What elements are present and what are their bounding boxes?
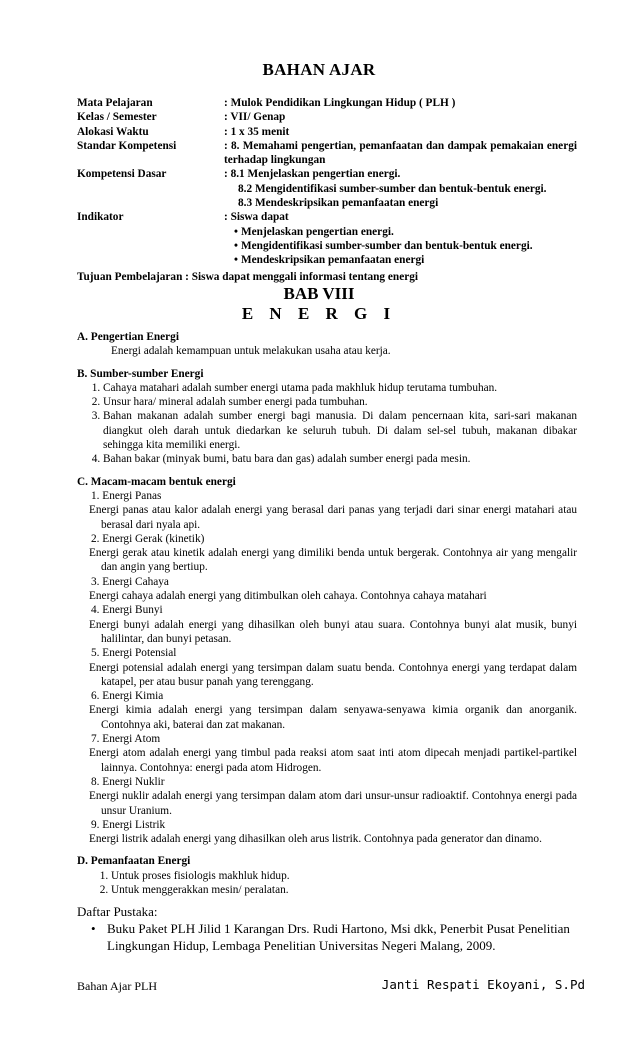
energy-type (77, 575, 577, 604)
meta-value: : 1 x 35 menit (224, 125, 290, 138)
chapter-number: BAB VIII (283, 284, 355, 303)
energy-type (77, 689, 577, 732)
energy-type-title: 8. Energi Nuklir (91, 775, 165, 788)
bibliography-text: Buku Paket PLH Jilid 1 Karangan Drs. Rudi Hartono, Msi dkk, Penerbit Pusat Penelitian Lingkungan Hidup, Lembaga Penelitian Universitas Negeri Malang, 2009. (107, 920, 570, 953)
list-item: 2. Untuk menggerakkan mesin/ peralatan. (111, 883, 577, 897)
energy-type-desc-wrap (77, 789, 577, 818)
meta-row-indikator (77, 210, 577, 267)
chapter-heading (0, 284, 638, 324)
chapter-title: E N E R G I (241, 304, 397, 323)
energy-type-desc-wrap (77, 503, 577, 532)
meta-label: Mata Pelajaran (77, 97, 153, 109)
meta-value (224, 167, 577, 210)
energy-type (77, 603, 577, 646)
energy-type (77, 489, 577, 532)
section-c (77, 475, 577, 847)
list-item: 3. Bahan makanan adalah sumber energi bagi manusia. Di dalam pencernaan kita, sari-sari makanan diangkut oleh darah untuk diedarkan ke seluruh tubuh. Di dalam sel-sel tubuh, makanan dibakar sehingga kita memiliki energi. (103, 409, 577, 452)
meta-label: Standar Kompetensi (77, 139, 177, 152)
bibliography-item (77, 920, 577, 954)
energy-type-title: 7. Energi Atom (91, 733, 161, 746)
meta-label: Indikator (77, 211, 124, 224)
section-text: Energi adalah kemampuan untuk melakukan usaha atau kerja. (111, 345, 391, 358)
energy-type-title: 3. Energi Cahaya (91, 575, 169, 588)
energy-type-desc-wrap (77, 589, 577, 603)
energy-type-title: 9. Energi Listrik (91, 818, 166, 831)
energy-type-desc-wrap (77, 703, 577, 732)
meta-row-sk (77, 139, 577, 168)
meta-label: Kelas / Semester (77, 111, 157, 124)
section-heading: A. Pengertian Energi (77, 331, 179, 343)
list-item: 2. Unsur hara/ mineral adalah sumber energi pada tumbuhan. (103, 395, 577, 409)
energy-type-title: 1. Energi Panas (91, 489, 162, 502)
energy-type-desc-wrap (77, 661, 577, 690)
energy-type-text: Energi gerak atau kinetik adalah energi yang dimiliki benda untuk bergerak. Contohnya air yang mengalir dan angin yang bertiup. (89, 547, 577, 574)
meta-value: : Mulok Pendidikan Lingkungan Hidup ( PLH ) (224, 97, 456, 109)
list-item: 1. Cahaya matahari adalah sumber energi utama pada makhluk hidup terutama tumbuhan. (103, 381, 577, 395)
section-heading: B. Sumber-sumber Energi (77, 367, 204, 380)
page-footer (77, 979, 585, 994)
meta-value (224, 210, 577, 267)
energy-type (77, 532, 577, 575)
meta-label: Kompetensi Dasar (77, 168, 167, 181)
bullet-icon: • (91, 920, 96, 936)
energy-type-text: Energi atom adalah energi yang timbul pada reaksi atom saat inti atom dipecah menjadi partikel-partikel lainnya. Contohnya: energi pada atom Hidrogen. (89, 747, 577, 774)
energy-type-text: Energi listrik adalah energi yang dihasilkan oleh arus listrik. Contohnya pada generator dan dinamo. (89, 833, 542, 846)
energy-type-desc-wrap (77, 832, 577, 846)
indikator-head: : Siswa dapat (224, 211, 289, 224)
section-a (77, 330, 577, 359)
sources-list (77, 381, 577, 467)
lesson-metadata (77, 96, 577, 284)
section-b (77, 367, 577, 467)
energy-type-title: 5. Energi Potensial (91, 647, 177, 660)
kd-item: : 8.1 Menjelaskan pengertian energi. (224, 168, 401, 181)
energy-type (77, 818, 577, 847)
energy-type (77, 732, 577, 775)
section-d (77, 854, 577, 897)
document-title: BAHAN AJAR (262, 60, 376, 79)
energy-type-text: Energi bunyi adalah energi yang dihasilkan oleh bunyi atau suara. Contohnya bunyi alat musik, bunyi halilintar, dan bunyi petasan. (89, 618, 577, 645)
section-heading: C. Macam-macam bentuk energi (77, 475, 236, 488)
section-heading: D. Pemanfaatan Energi (77, 855, 191, 868)
energy-type-title: 6. Energi Kimia (91, 690, 164, 703)
energy-type-text: Energi potensial adalah energi yang tersimpan dalam suatu benda. Contohnya energi yang terdapat dalam katapel, per atau busur panah yang terenggang. (89, 661, 577, 688)
indikator-item: • Menjelaskan pengertian energi. (224, 225, 577, 239)
tujuan-pembelajaran: Tujuan Pembelajaran : Siswa dapat menggali informasi tentang energi (77, 270, 419, 283)
meta-row-kd (77, 167, 577, 210)
energy-type-text: Energi kimia adalah energi yang tersimpan dalam senyawa-senyawa kimia organik dan anorganik. Contohnya aki, baterai dan zat makanan. (89, 704, 577, 731)
meta-label: Alokasi Waktu (77, 125, 149, 138)
footer-author: Janti Respati Ekoyani, S.Pd (381, 977, 585, 992)
energy-type-desc-wrap (77, 546, 577, 575)
energy-type-text: Energi nuklir adalah energi yang tersimpan dalam atom dari unsur-unsur radioaktif. Contohnya energi pada unsur Uranium. (89, 790, 577, 817)
energy-type-desc-wrap (77, 746, 577, 775)
footer-left: Bahan Ajar PLH (77, 979, 157, 993)
list-item: 4. Bahan bakar (minyak bumi, batu bara dan gas) adalah sumber energi pada mesin. (103, 452, 577, 466)
indikator-item: • Mendeskripsikan pemanfaatan energi (224, 253, 577, 267)
meta-row-mapel (77, 96, 577, 110)
indikator-item: • Mengidentifikasi sumber-sumber dan bentuk-bentuk energi. (224, 239, 577, 253)
energy-type (77, 775, 577, 818)
list-item: 1. Untuk proses fisiologis makhluk hidup. (111, 869, 577, 883)
uses-list (77, 869, 577, 898)
energy-type-desc-wrap (77, 618, 577, 647)
meta-row-alokasi (77, 125, 577, 139)
energy-type-text: Energi panas atau kalor adalah energi yang berasal dari panas yang terjadi dari sinar energi matahari atau berasal dari nyala api. (89, 504, 577, 531)
kd-item: 8.2 Mengidentifikasi sumber-sumber dan bentuk-bentuk energi. (238, 182, 547, 195)
meta-value: : VII/ Genap (224, 111, 286, 124)
meta-row-kelas (77, 110, 577, 124)
content-body (77, 330, 577, 954)
meta-value: : 8. Memahami pengertian, pemanfaatan dan dampak pemakaian energi terhadap lingkungan (224, 139, 577, 167)
energy-type-title: 2. Energi Gerak (kinetik) (91, 532, 205, 545)
kd-item: 8.3 Mendeskripsikan pemanfaatan energi (238, 197, 439, 210)
energy-type-title: 4. Energi Bunyi (91, 604, 163, 617)
bibliography-heading: Daftar Pustaka: (77, 904, 158, 920)
energy-type-text: Energi cahaya adalah energi yang ditimbulkan oleh cahaya. Contohnya cahaya matahari (89, 590, 487, 603)
energy-type (77, 646, 577, 689)
